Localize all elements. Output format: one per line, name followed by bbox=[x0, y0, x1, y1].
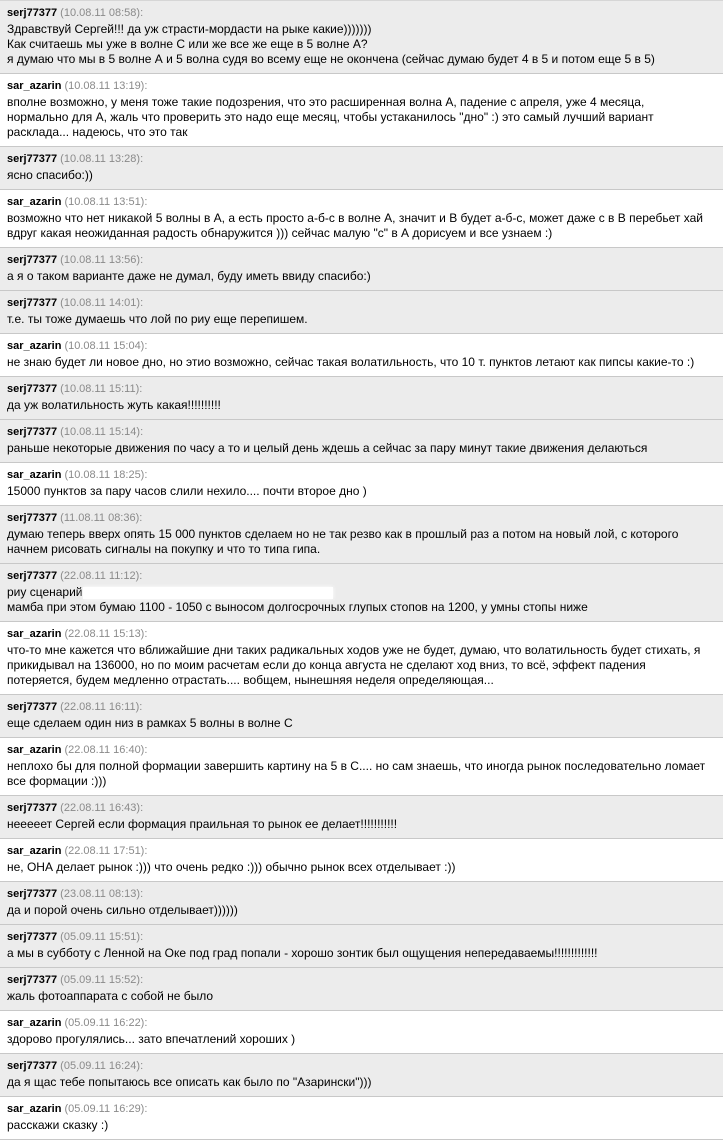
message-author: sar_azarin bbox=[7, 469, 62, 481]
message-author: serj77377 bbox=[7, 297, 58, 309]
message-line bbox=[7, 1118, 717, 1133]
message-author: serj77377 bbox=[7, 383, 58, 395]
message-line-text: начнем рисовать сигналы на покупку и что то типа гипа. bbox=[7, 542, 321, 556]
message-line bbox=[7, 860, 717, 875]
message-text bbox=[7, 168, 717, 183]
message-text bbox=[7, 989, 717, 1004]
chat-message bbox=[0, 334, 723, 377]
message-text bbox=[7, 398, 717, 413]
message-line-text: расскажи сказку :) bbox=[7, 1118, 109, 1132]
message-author: serj77377 bbox=[7, 570, 58, 582]
message-author: serj77377 bbox=[7, 701, 58, 713]
message-timestamp: (10.08.11 15:04): bbox=[64, 340, 148, 352]
chat-message bbox=[0, 291, 723, 334]
message-header bbox=[7, 381, 717, 397]
message-text bbox=[7, 946, 717, 961]
message-timestamp: (05.09.11 16:22): bbox=[64, 1017, 148, 1029]
message-text bbox=[7, 1075, 717, 1090]
message-text bbox=[7, 355, 717, 370]
message-line bbox=[7, 527, 717, 542]
message-line-text: прикидывал на 136000, но по моим расчетам если до конца августа не сделают ход вниз, то всё, эффект падения bbox=[7, 658, 646, 672]
chat-message bbox=[0, 190, 723, 248]
message-text bbox=[7, 441, 717, 456]
message-timestamp: (10.08.11 14:01): bbox=[60, 297, 144, 309]
message-line bbox=[7, 643, 717, 658]
message-text bbox=[7, 269, 717, 284]
message-author: sar_azarin bbox=[7, 340, 62, 352]
message-author: serj77377 bbox=[7, 254, 58, 266]
message-timestamp: (22.08.11 16:11): bbox=[60, 701, 143, 713]
message-text bbox=[7, 211, 717, 241]
message-author: sar_azarin bbox=[7, 845, 62, 857]
message-timestamp: (05.09.11 15:51): bbox=[60, 931, 144, 943]
message-line bbox=[7, 52, 717, 67]
message-text bbox=[7, 22, 717, 67]
message-text bbox=[7, 903, 717, 918]
message-author: sar_azarin bbox=[7, 744, 62, 756]
message-line-text: расклада... надеюсь, что это так bbox=[7, 125, 188, 139]
chat-message bbox=[0, 506, 723, 564]
message-line-text: Здравствуй Сергей!!! да уж страсти-мордасти на рыке какие))))))) bbox=[7, 22, 372, 36]
chat-message bbox=[0, 1097, 723, 1140]
redacted-area bbox=[83, 587, 333, 599]
message-timestamp: (10.08.11 13:28): bbox=[60, 153, 144, 165]
message-line bbox=[7, 211, 717, 226]
message-timestamp: (10.08.11 13:56): bbox=[60, 254, 144, 266]
message-author: serj77377 bbox=[7, 512, 58, 524]
message-line-text: не, ОНА делает рынок :))) что очень редко :))) обычно рынок всех отделывает :)) bbox=[7, 860, 456, 874]
chat-message bbox=[0, 738, 723, 796]
message-line-text: вдруг какая неожиданная радость обнаружится ))) сейчас малую "с" в А дорисуем и все узнаем :) bbox=[7, 226, 553, 240]
message-line-text: вполне возможно, у меня тоже такие подозрения, что это расширенная волна А, падение с апреля, уже 4 месяца, bbox=[7, 95, 645, 109]
message-timestamp: (22.08.11 15:13): bbox=[64, 628, 148, 640]
chat-message bbox=[0, 968, 723, 1011]
chat-message bbox=[0, 882, 723, 925]
message-text bbox=[7, 860, 717, 875]
message-header bbox=[7, 972, 717, 988]
message-timestamp: (23.08.11 08:13): bbox=[60, 888, 144, 900]
message-line bbox=[7, 22, 717, 37]
message-text bbox=[7, 1032, 717, 1047]
message-header bbox=[7, 886, 717, 902]
message-author: sar_azarin bbox=[7, 196, 62, 208]
message-author: serj77377 bbox=[7, 7, 58, 19]
message-header bbox=[7, 252, 717, 268]
chat-message bbox=[0, 695, 723, 738]
message-line bbox=[7, 542, 717, 557]
message-line bbox=[7, 398, 717, 413]
chat-message bbox=[0, 1054, 723, 1097]
message-line-text: да уж волатильность жуть какая!!!!!!!!!! bbox=[7, 398, 221, 412]
message-author: sar_azarin bbox=[7, 1017, 62, 1029]
message-line bbox=[7, 600, 717, 615]
chat-message bbox=[0, 74, 723, 147]
message-text bbox=[7, 643, 717, 688]
message-header bbox=[7, 467, 717, 483]
message-text bbox=[7, 484, 717, 499]
message-header bbox=[7, 1101, 717, 1117]
chat-message bbox=[0, 796, 723, 839]
message-author: serj77377 bbox=[7, 888, 58, 900]
message-header bbox=[7, 626, 717, 642]
message-line bbox=[7, 759, 717, 774]
message-line-text: 15000 пунктов за пару часов слили нехило.... почти второе дно ) bbox=[7, 484, 367, 498]
chat-message bbox=[0, 925, 723, 968]
message-line bbox=[7, 484, 717, 499]
message-author: sar_azarin bbox=[7, 1103, 62, 1115]
message-line-text: а я о таком варианте даже не думал, буду иметь ввиду спасибо:) bbox=[7, 269, 371, 283]
message-line-text: т.е. ты тоже думаешь что лой по риу еще перепишем. bbox=[7, 312, 308, 326]
message-text bbox=[7, 817, 717, 832]
message-line-text: все формации :))) bbox=[7, 774, 107, 788]
chat-message bbox=[0, 377, 723, 420]
message-header bbox=[7, 5, 717, 21]
message-line bbox=[7, 312, 717, 327]
message-timestamp: (05.09.11 16:29): bbox=[64, 1103, 148, 1115]
message-header bbox=[7, 510, 717, 526]
message-timestamp: (05.09.11 16:24): bbox=[60, 1060, 144, 1072]
message-line-text: Как считаешь мы уже в волне С или же все же еще в 5 волне А? bbox=[7, 37, 368, 51]
message-line-text: а мы в субботу с Ленной на Оке под град попали - хорошо зонтик был ощущения непередаваемы!!!!!!!!!!!!! bbox=[7, 946, 598, 960]
message-text bbox=[7, 527, 717, 557]
message-line-text: здорово прогулялись... зато впечатлений хороших ) bbox=[7, 1032, 296, 1046]
chat-message bbox=[0, 564, 723, 622]
message-header bbox=[7, 1015, 717, 1031]
message-line-text: мамба при этом бумаю 1100 - 1050 с выносом долгосрочных глупых стопов на 1200, у умны стопы ниже bbox=[7, 600, 588, 614]
message-line-text: потеряется, будем медленно отрастать.... вобщем, нынешняя неделя определяющая... bbox=[7, 673, 494, 687]
message-line bbox=[7, 355, 717, 370]
message-timestamp: (10.08.11 08:58): bbox=[60, 7, 144, 19]
message-line-text: раньше некоторые движения по часу а то и целый день ждешь а сейчас за пару минут такие движения делаються bbox=[7, 441, 648, 455]
message-line-text: не знаю будет ли новое дно, но этио возможно, сейчас такая волатильность, что 10 т. пунктов летают как пипсы какие-то :) bbox=[7, 355, 695, 369]
message-header bbox=[7, 338, 717, 354]
message-author: serj77377 bbox=[7, 426, 58, 438]
message-header bbox=[7, 78, 717, 94]
message-line-text: возможно что нет никакой 5 волны в А, а есть просто а-б-с в волне А, значит и В будет а-б-с, может даже с в В перебьет хай bbox=[7, 211, 703, 225]
message-header bbox=[7, 1058, 717, 1074]
chat-message bbox=[0, 1, 723, 74]
message-timestamp: (05.09.11 15:52): bbox=[60, 974, 144, 986]
message-header bbox=[7, 699, 717, 715]
message-line bbox=[7, 817, 717, 832]
message-line-text: да и порой очень сильно отделывает)))))) bbox=[7, 903, 238, 917]
message-timestamp: (22.08.11 17:51): bbox=[64, 845, 148, 857]
message-header bbox=[7, 929, 717, 945]
chat-message bbox=[0, 420, 723, 463]
message-line bbox=[7, 110, 717, 125]
message-text bbox=[7, 716, 717, 731]
message-line-text: да я щас тебе попытаюсь все описать как было по "Азарински"))) bbox=[7, 1075, 372, 1089]
message-line bbox=[7, 673, 717, 688]
message-author: serj77377 bbox=[7, 802, 58, 814]
message-line bbox=[7, 1075, 717, 1090]
message-line-text: еще сделаем один низ в рамках 5 волны в волне С bbox=[7, 716, 293, 730]
message-line bbox=[7, 658, 717, 673]
chat-message bbox=[0, 622, 723, 695]
message-line bbox=[7, 441, 717, 456]
message-author: serj77377 bbox=[7, 931, 58, 943]
message-line bbox=[7, 168, 717, 183]
message-line bbox=[7, 95, 717, 110]
message-line bbox=[7, 125, 717, 140]
message-line-text: неплохо бы для полной формации завершить картину на 5 в С.... но сам знаешь, что иногда рынок последовательно ломает bbox=[7, 759, 706, 773]
message-timestamp: (22.08.11 16:43): bbox=[60, 802, 144, 814]
message-header bbox=[7, 194, 717, 210]
message-author: sar_azarin bbox=[7, 80, 62, 92]
message-line bbox=[7, 716, 717, 731]
message-author: serj77377 bbox=[7, 974, 58, 986]
chat-message bbox=[0, 1011, 723, 1054]
message-header bbox=[7, 568, 717, 584]
message-line bbox=[7, 903, 717, 918]
message-timestamp: (10.08.11 13:51): bbox=[64, 196, 148, 208]
message-text bbox=[7, 95, 717, 140]
chat-message bbox=[0, 839, 723, 882]
message-text bbox=[7, 759, 717, 789]
message-text bbox=[7, 312, 717, 327]
message-author: serj77377 bbox=[7, 153, 58, 165]
message-line bbox=[7, 226, 717, 241]
message-header bbox=[7, 742, 717, 758]
message-timestamp: (22.08.11 11:12): bbox=[60, 570, 143, 582]
message-line-text: риу сценарий bbox=[7, 585, 83, 599]
message-line-text: что-то мне кажется что вближайшие дни таких радикальных ходов уже не будет, думаю, что волатильность будет стихать, я bbox=[7, 643, 701, 657]
message-line bbox=[7, 37, 717, 52]
message-author: serj77377 bbox=[7, 1060, 58, 1072]
message-line bbox=[7, 774, 717, 789]
message-text bbox=[7, 585, 717, 615]
message-timestamp: (10.08.11 15:14): bbox=[60, 426, 144, 438]
message-header bbox=[7, 424, 717, 440]
message-line bbox=[7, 585, 717, 600]
chat-message bbox=[0, 463, 723, 506]
message-line bbox=[7, 269, 717, 284]
message-author: sar_azarin bbox=[7, 628, 62, 640]
message-header bbox=[7, 800, 717, 816]
message-line bbox=[7, 1032, 717, 1047]
message-timestamp: (22.08.11 16:40): bbox=[64, 744, 148, 756]
message-timestamp: (11.08.11 08:36): bbox=[60, 512, 143, 524]
message-line bbox=[7, 946, 717, 961]
message-header bbox=[7, 843, 717, 859]
message-header bbox=[7, 295, 717, 311]
message-header bbox=[7, 151, 717, 167]
message-line bbox=[7, 989, 717, 1004]
message-line-text: жаль фотоаппарата с собой не было bbox=[7, 989, 214, 1003]
message-line-text: ясно спасибо:)) bbox=[7, 168, 93, 182]
message-line-text: нормально для А, жаль что проверить это надо еще месяц, чтобы устаканилось "дно" :) это самый лучший вариант bbox=[7, 110, 654, 124]
message-text bbox=[7, 1118, 717, 1133]
chat-message bbox=[0, 248, 723, 291]
message-timestamp: (10.08.11 15:11): bbox=[60, 383, 143, 395]
message-timestamp: (10.08.11 18:25): bbox=[64, 469, 148, 481]
message-line-text: думаю теперь вверх опять 15 000 пунктов сделаем но не так резво как в прошлый раз а потом на новый лой, с которого bbox=[7, 527, 679, 541]
message-timestamp: (10.08.11 13:19): bbox=[64, 80, 148, 92]
message-line-text: я думаю что мы в 5 волне А и 5 волна судя во всему еще не окончена (сейчас думаю будет 4 в 5 и потом еще 5 в 5) bbox=[7, 52, 655, 66]
chat-message bbox=[0, 147, 723, 190]
message-line-text: нееееет Сергей если формация праильная то рынок ее делает!!!!!!!!!!! bbox=[7, 817, 398, 831]
